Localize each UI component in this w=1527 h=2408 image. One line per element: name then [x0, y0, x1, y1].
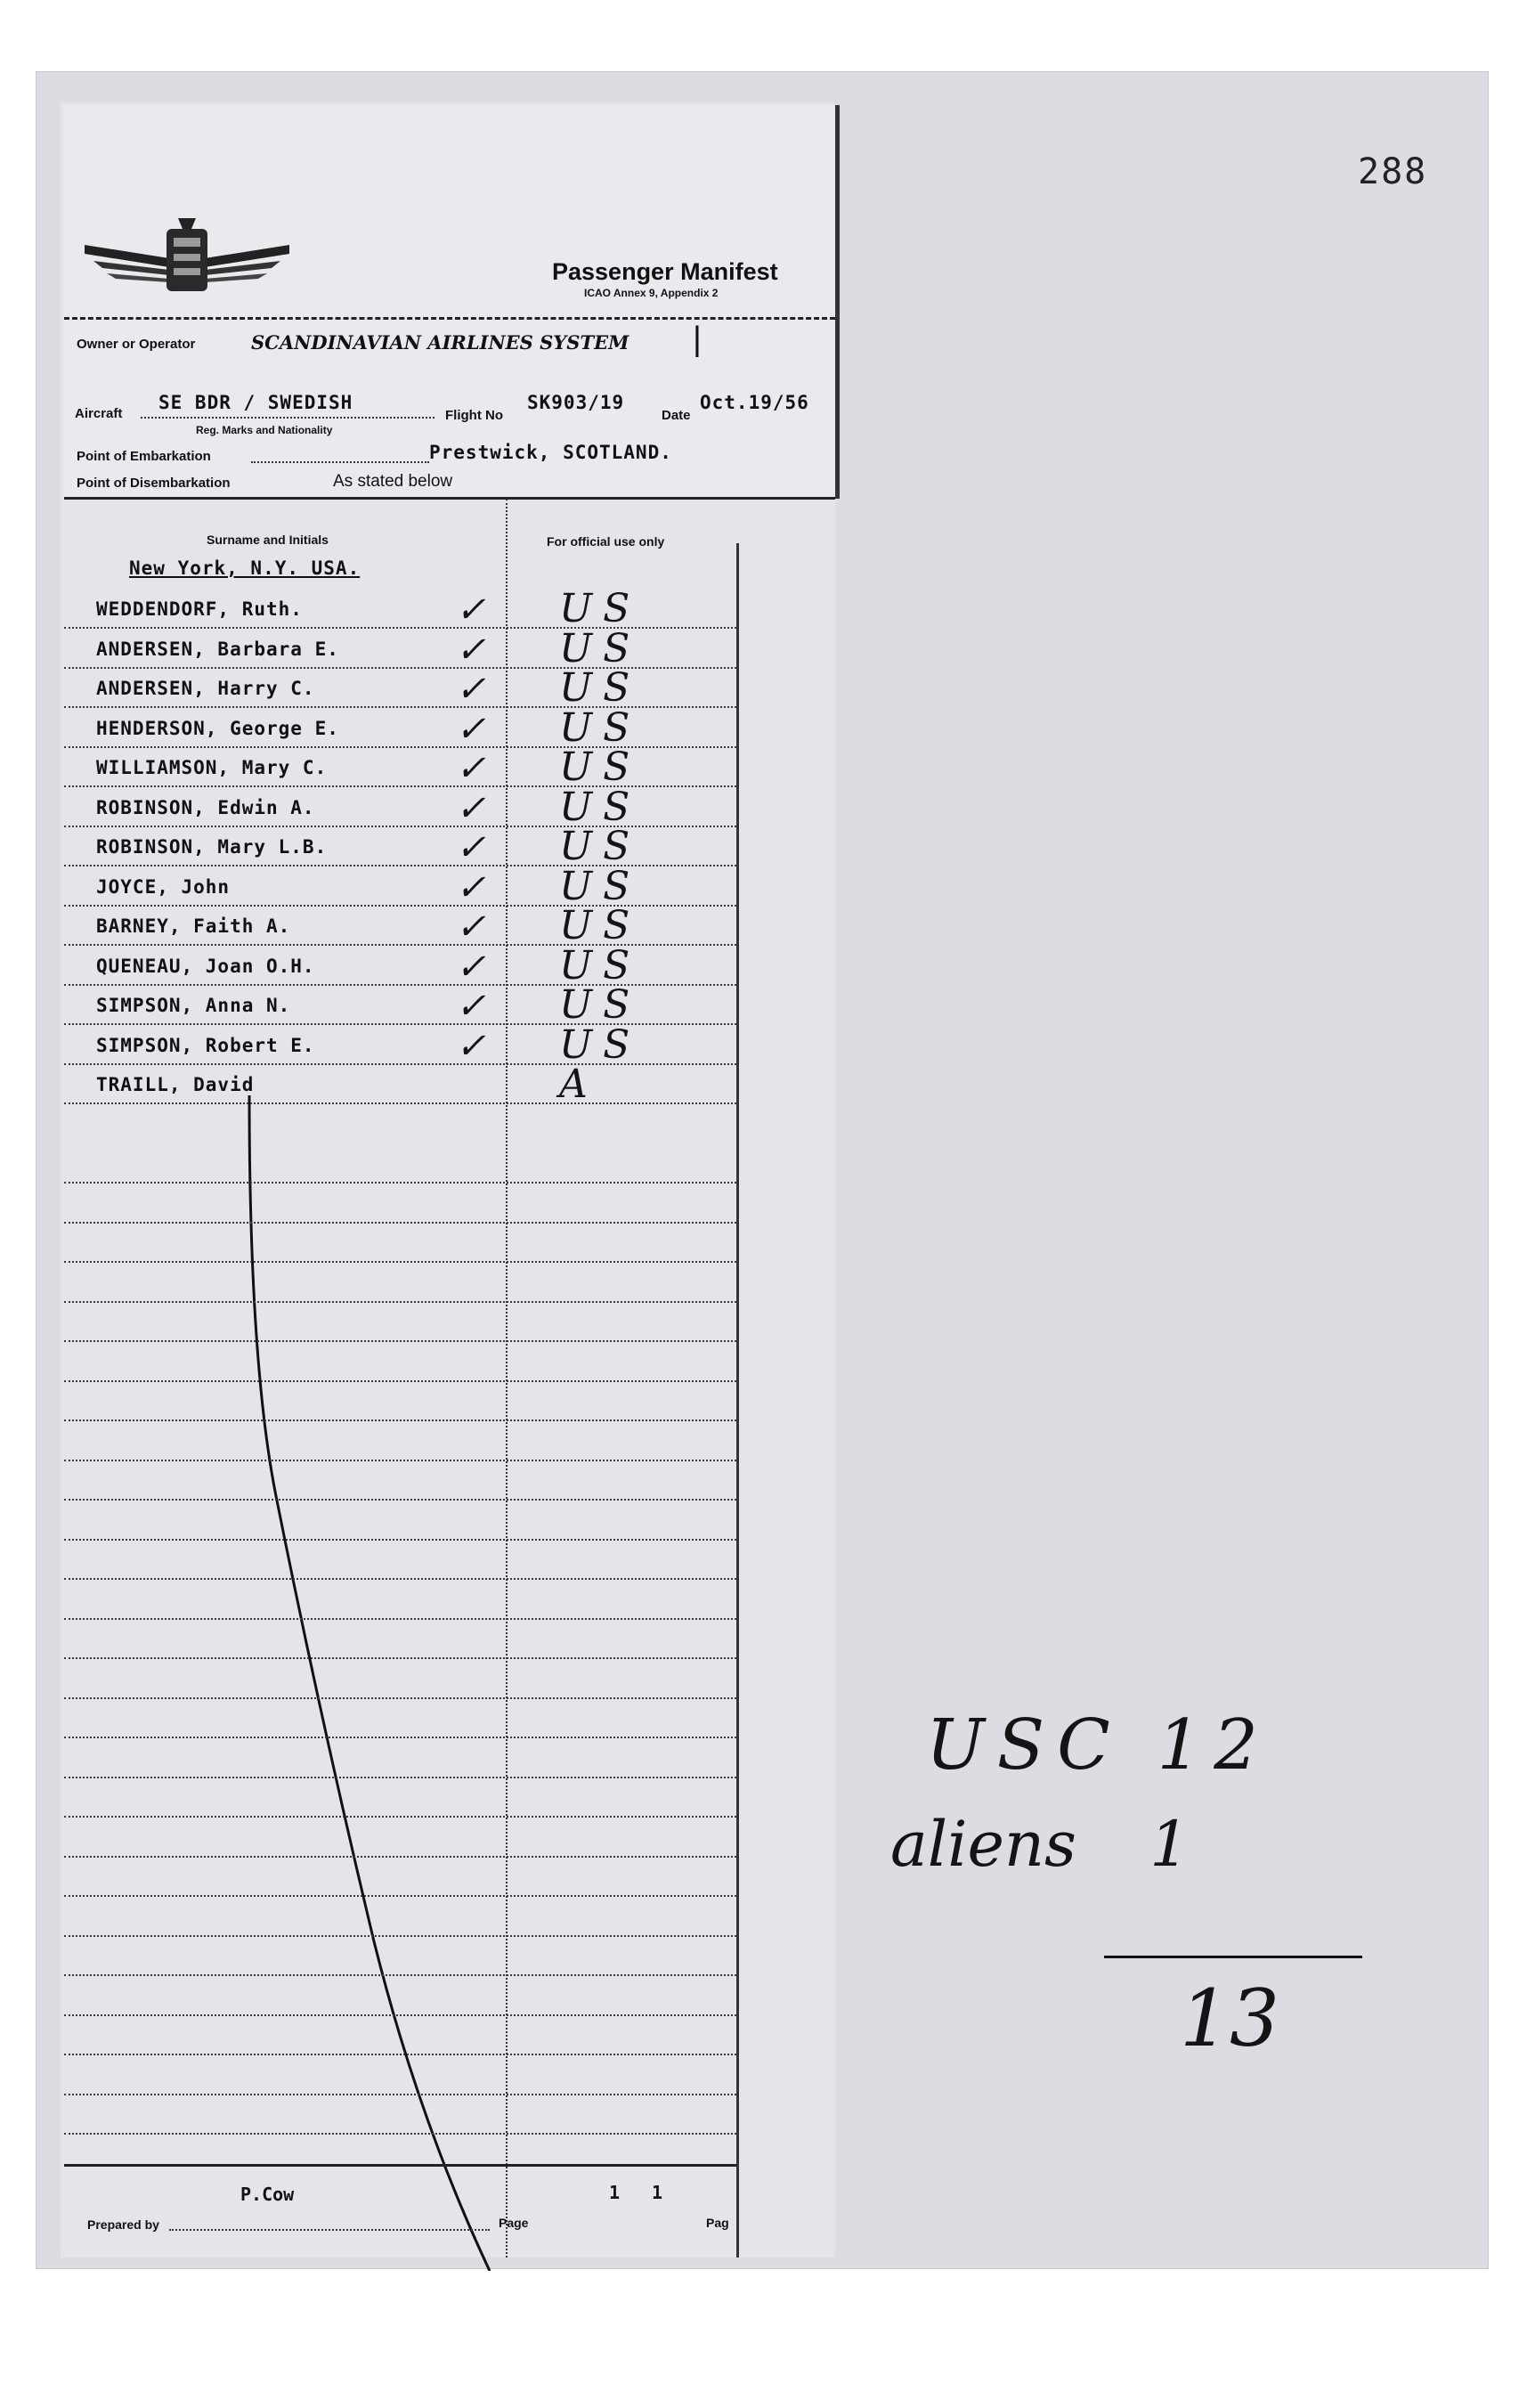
passenger-row [0, 665, 801, 711]
passenger-row [0, 1021, 801, 1068]
empty-row-rule [64, 1499, 736, 1501]
check-mark: ✓ [456, 866, 486, 908]
embark-value: Prestwick, SCOTLAND. [429, 442, 672, 463]
official-mark: US [559, 982, 641, 1028]
passenger-row [0, 982, 801, 1028]
prepared-label: Prepared by [87, 2217, 159, 2232]
check-mark: ✓ [456, 787, 486, 829]
tally-line-1: USC 12 [926, 1705, 1271, 1786]
airline-logo [85, 218, 289, 303]
official-mark: US [559, 744, 641, 790]
check-mark: ✓ [456, 946, 486, 988]
passenger-name: WEDDENDORF, Ruth. [96, 598, 303, 620]
official-mark: US [559, 586, 641, 631]
empty-row-rule [64, 1420, 736, 1421]
passenger-row [0, 942, 801, 988]
passenger-name: JOYCE, John [96, 875, 231, 898]
page-number: 288 [1358, 151, 1428, 192]
empty-row-rule [64, 1578, 736, 1580]
aircraft-label: Aircraft [75, 406, 123, 421]
col-names-header: Surname and Initials [207, 533, 329, 547]
empty-row-rule [64, 2133, 736, 2135]
passenger-row [0, 784, 801, 830]
empty-row-rule [64, 1737, 736, 1738]
empty-row-rule [64, 1340, 736, 1342]
pages-label: Pag [706, 2216, 729, 2230]
disembark-label: Point of Disembarkation [77, 476, 231, 491]
embark-label: Point of Embarkation [77, 449, 211, 464]
passenger-name: ROBINSON, Mary L.B. [96, 836, 328, 858]
empty-row-rule [64, 1380, 736, 1382]
page-value: 1 [609, 2182, 621, 2203]
disembark-value: As stated below [333, 472, 453, 491]
prepared-value: P.Cow [240, 2184, 295, 2205]
aircraft-sub: Reg. Marks and Nationality [196, 424, 333, 436]
passenger-row [0, 863, 801, 909]
empty-row-rule [64, 1261, 736, 1263]
empty-row-rule [64, 1974, 736, 1976]
passenger-row [0, 625, 801, 671]
date-label: Date [662, 408, 691, 423]
tally-rule [1104, 1956, 1362, 1958]
empty-row-rule [64, 1816, 736, 1818]
passenger-name: ANDERSEN, Barbara E. [96, 638, 339, 660]
passenger-name: QUENEAU, Joan O.H. [96, 955, 315, 977]
flight-value: SK903/19 [527, 392, 625, 413]
passenger-name: SIMPSON, Anna N. [96, 995, 291, 1016]
check-mark: ✓ [456, 669, 486, 710]
passenger-row [0, 744, 801, 790]
check-mark: ✓ [456, 907, 486, 948]
empty-row-rule [64, 1777, 736, 1778]
passenger-name: HENDERSON, George E. [96, 717, 339, 739]
passenger-name: SIMPSON, Robert E. [96, 1034, 315, 1056]
check-mark: ✓ [456, 986, 486, 1027]
row-rule [64, 1102, 736, 1104]
official-mark: US [559, 942, 641, 988]
check-mark: ✓ [456, 748, 486, 789]
manifest-title: Passenger Manifest [552, 258, 778, 285]
check-mark: ✓ [456, 590, 486, 630]
page-of-value: 1 [652, 2182, 663, 2203]
empty-row-rule [64, 1182, 736, 1184]
passenger-name: WILLIAMSON, Mary C. [96, 757, 328, 778]
owner-end-mark: | [693, 321, 702, 358]
empty-row-rule [64, 1895, 736, 1897]
empty-row-rule [64, 2014, 736, 2016]
tally-line-2: aliens 1 [890, 1808, 1190, 1881]
official-mark: US [559, 903, 641, 948]
empty-row-rule [64, 1618, 736, 1620]
manifest-subtitle: ICAO Annex 9, Appendix 2 [584, 287, 719, 299]
check-mark: ✓ [456, 1025, 486, 1067]
tally-total: 13 [1180, 1973, 1279, 2064]
empty-row-rule [64, 1460, 736, 1461]
official-mark: US [559, 824, 641, 869]
owner-value: SCANDINAVIAN AIRLINES SYSTEM [251, 331, 629, 354]
passenger-name: ROBINSON, Edwin A. [96, 796, 315, 818]
empty-row-rule [64, 1697, 736, 1699]
official-mark: US [559, 665, 641, 711]
official-mark: US [559, 1021, 641, 1068]
owner-label: Owner or Operator [77, 337, 196, 352]
passenger-row [0, 903, 801, 948]
empty-row-rule [64, 2054, 736, 2055]
empty-row-rule [64, 2094, 736, 2095]
empty-row-rule [64, 1657, 736, 1659]
passenger-row [0, 704, 801, 751]
passenger-row [0, 1062, 801, 1107]
aircraft-value: SE BDR / SWEDISH [158, 392, 353, 413]
check-mark: ✓ [456, 827, 486, 868]
flight-label: Flight No [445, 408, 503, 423]
date-value: Oct.19/56 [700, 392, 809, 413]
row-rule [64, 1063, 736, 1065]
empty-row-rule [64, 1856, 736, 1858]
official-mark: US [559, 704, 641, 751]
empty-row-rule [64, 1539, 736, 1541]
official-mark: A [559, 1062, 598, 1107]
passenger-name: TRAILL, David [96, 1074, 255, 1095]
empty-row-rule [64, 1935, 736, 1937]
col-official-header: For official use only [547, 534, 665, 549]
official-mark: US [559, 863, 641, 909]
check-mark: ✓ [456, 629, 486, 671]
official-mark: US [559, 625, 641, 671]
page-label: Page [499, 2216, 529, 2230]
official-mark: US [559, 784, 641, 830]
check-mark: ✓ [456, 708, 486, 750]
destination: New York, N.Y. USA. [129, 557, 361, 579]
passenger-row [0, 586, 801, 631]
passenger-row [0, 824, 801, 869]
empty-row-rule [64, 1301, 736, 1303]
empty-row-rule [64, 1222, 736, 1224]
passenger-name: ANDERSEN, Harry C. [96, 678, 315, 699]
passenger-name: BARNEY, Faith A. [96, 915, 291, 937]
